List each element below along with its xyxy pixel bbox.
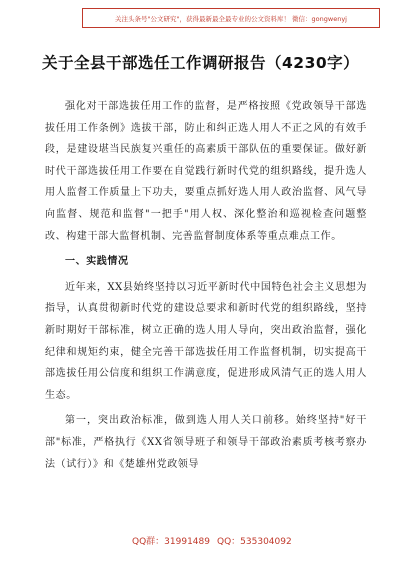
section-heading: 一、实践情况	[65, 256, 129, 268]
qq-group-label: QQ群：31991489	[132, 537, 210, 547]
intro-paragraph: 强化对干部选拔任用工作的监督，是严格按照《党政领导干部选拔任用工作条例》选拔干部，防止和纠正选人用人不正之风的有效手段，是建设堪当民族复兴重任的高素质干部队伍的重要保证。做好新时代干部选拔任用工作要在自觉践行新时代党的组织路线，提升选人用人监督工作质量上下功夫，要重点抓好选人用人政治监督、风气导向监督、规范和监督"一把手"用人权、深化整治和巡视检查问题整改、构建干部大监督机制、完善监督制度体系等重点难点工作。	[45, 101, 367, 242]
promo-banner-text: 关注头条号"公文研究"，获得最新最全最专业的公文资料库！ 微信：gongwenyj	[115, 14, 347, 23]
section-paragraph: 近年来，XX县始终坚持以习近平新时代中国特色社会主义思想为指导，认真贯彻新时代党的建设总要求和新时代党的组织路线，坚持新时期好干部标准，树立正确的选人用人导向，突出政治监督，强化纪律和规矩约束，健全完善干部选拔任用工作监督机制，切实提高干部选拔任用公信度和组织工作满意度，促进形成风清气正的选人用人生态。	[45, 281, 367, 401]
promo-banner	[82, 8, 380, 28]
qq-contact-label: QQ：535304092	[217, 537, 292, 547]
section-paragraph: 第一，突出政治标准，做到选人用人关口前移。始终坚持"好干部"标准，严格执行《XX省领导班子和领导干部政治素质考核考察办法（试行）》和《楚雄州党政领导	[45, 415, 367, 470]
document-title: 关于全县干部选任工作调研报告（4230字）	[42, 54, 360, 72]
footer-contact	[0, 532, 408, 548]
document-body	[45, 96, 367, 475]
